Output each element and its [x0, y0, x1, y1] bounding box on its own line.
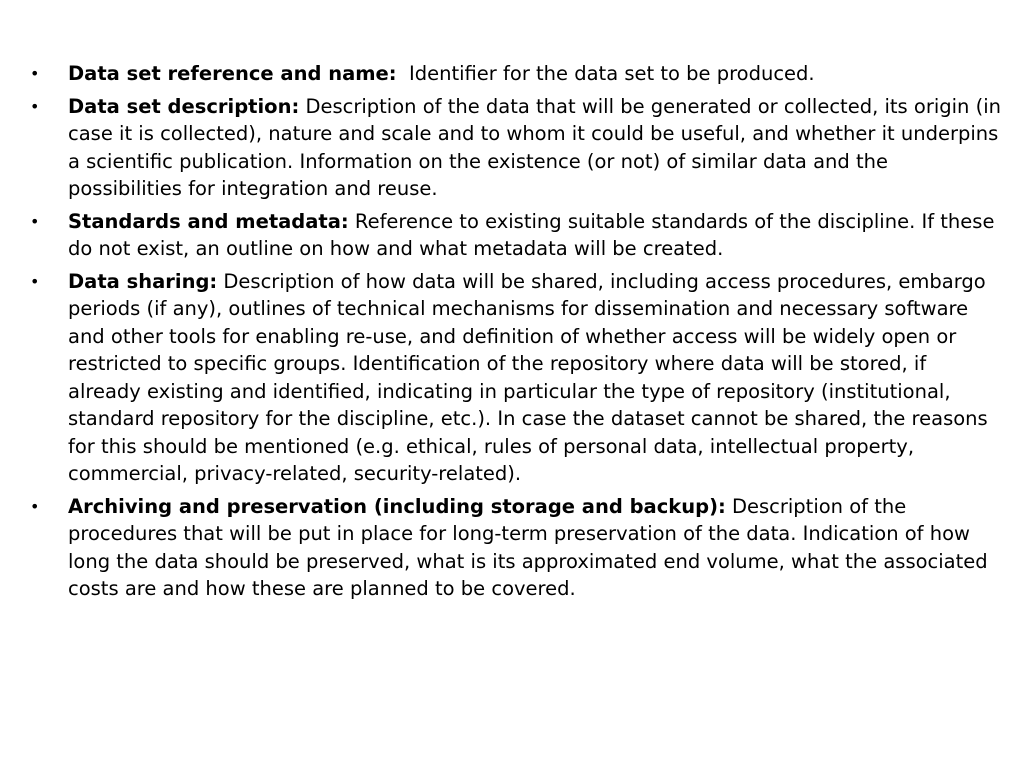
item-text: Description of how data will be shared, including access procedures, embargo periods (if any), outlines of technical mechanisms for dissemination and necessary software and other tools for enabling re-use, and definition of whether access will be widely open or restricted to specific groups. Identification of the repository where data will be stored, if already existing and identified, indicating in particular the type of repository (institutional, standard repository for the discipline, etc.). In case the dataset cannot be shared, the reasons for this should be mentioned (e.g. ethical, rules of personal data, intellectual property, commercial, privacy-related, security-related). [68, 269, 994, 485]
bullet-icon: • [30, 271, 40, 291]
list-item-archiving-preservation [30, 493, 1004, 603]
item-text: Description of the data that will be generated or collected, its origin (in case it is collected), nature and scale and to whom it could be useful, and whether it underpins a scientific publication. Information on the existence (or not) of similar data and the possibilities for integration and reuse. [68, 94, 1008, 200]
list-item-data-sharing [30, 268, 1004, 488]
item-term: Data set description: [68, 94, 300, 118]
item-term: Data set reference and name: [68, 62, 397, 85]
list-item-standards-metadata [30, 208, 1004, 263]
item-term: Standards and metadata: [68, 209, 349, 233]
item-text: Identifier for the data set to be produced. [396, 62, 815, 85]
bullet-icon: • [30, 96, 40, 116]
bullet-icon: • [30, 211, 40, 231]
item-text: Reference to existing suitable standards of the discipline. If these do not exist, an outline on how and what metadata will be created. [68, 209, 1001, 260]
bullet-icon: • [30, 64, 40, 83]
item-term: Data sharing: [68, 269, 218, 293]
item-text: Description of the procedures that will be put in place for long-term preservation of the data. Indication of how long the data should be preserved, what is its approximated end volume, what the associated costs are and how these are planned to be covered. [68, 494, 994, 600]
item-term: Archiving and preservation (including storage and backup): [68, 494, 726, 518]
list-item-data-set-reference [30, 60, 1004, 88]
list-item-data-set-description [30, 93, 1008, 203]
bullet-icon: • [30, 496, 40, 516]
bullet-list [30, 60, 1008, 603]
